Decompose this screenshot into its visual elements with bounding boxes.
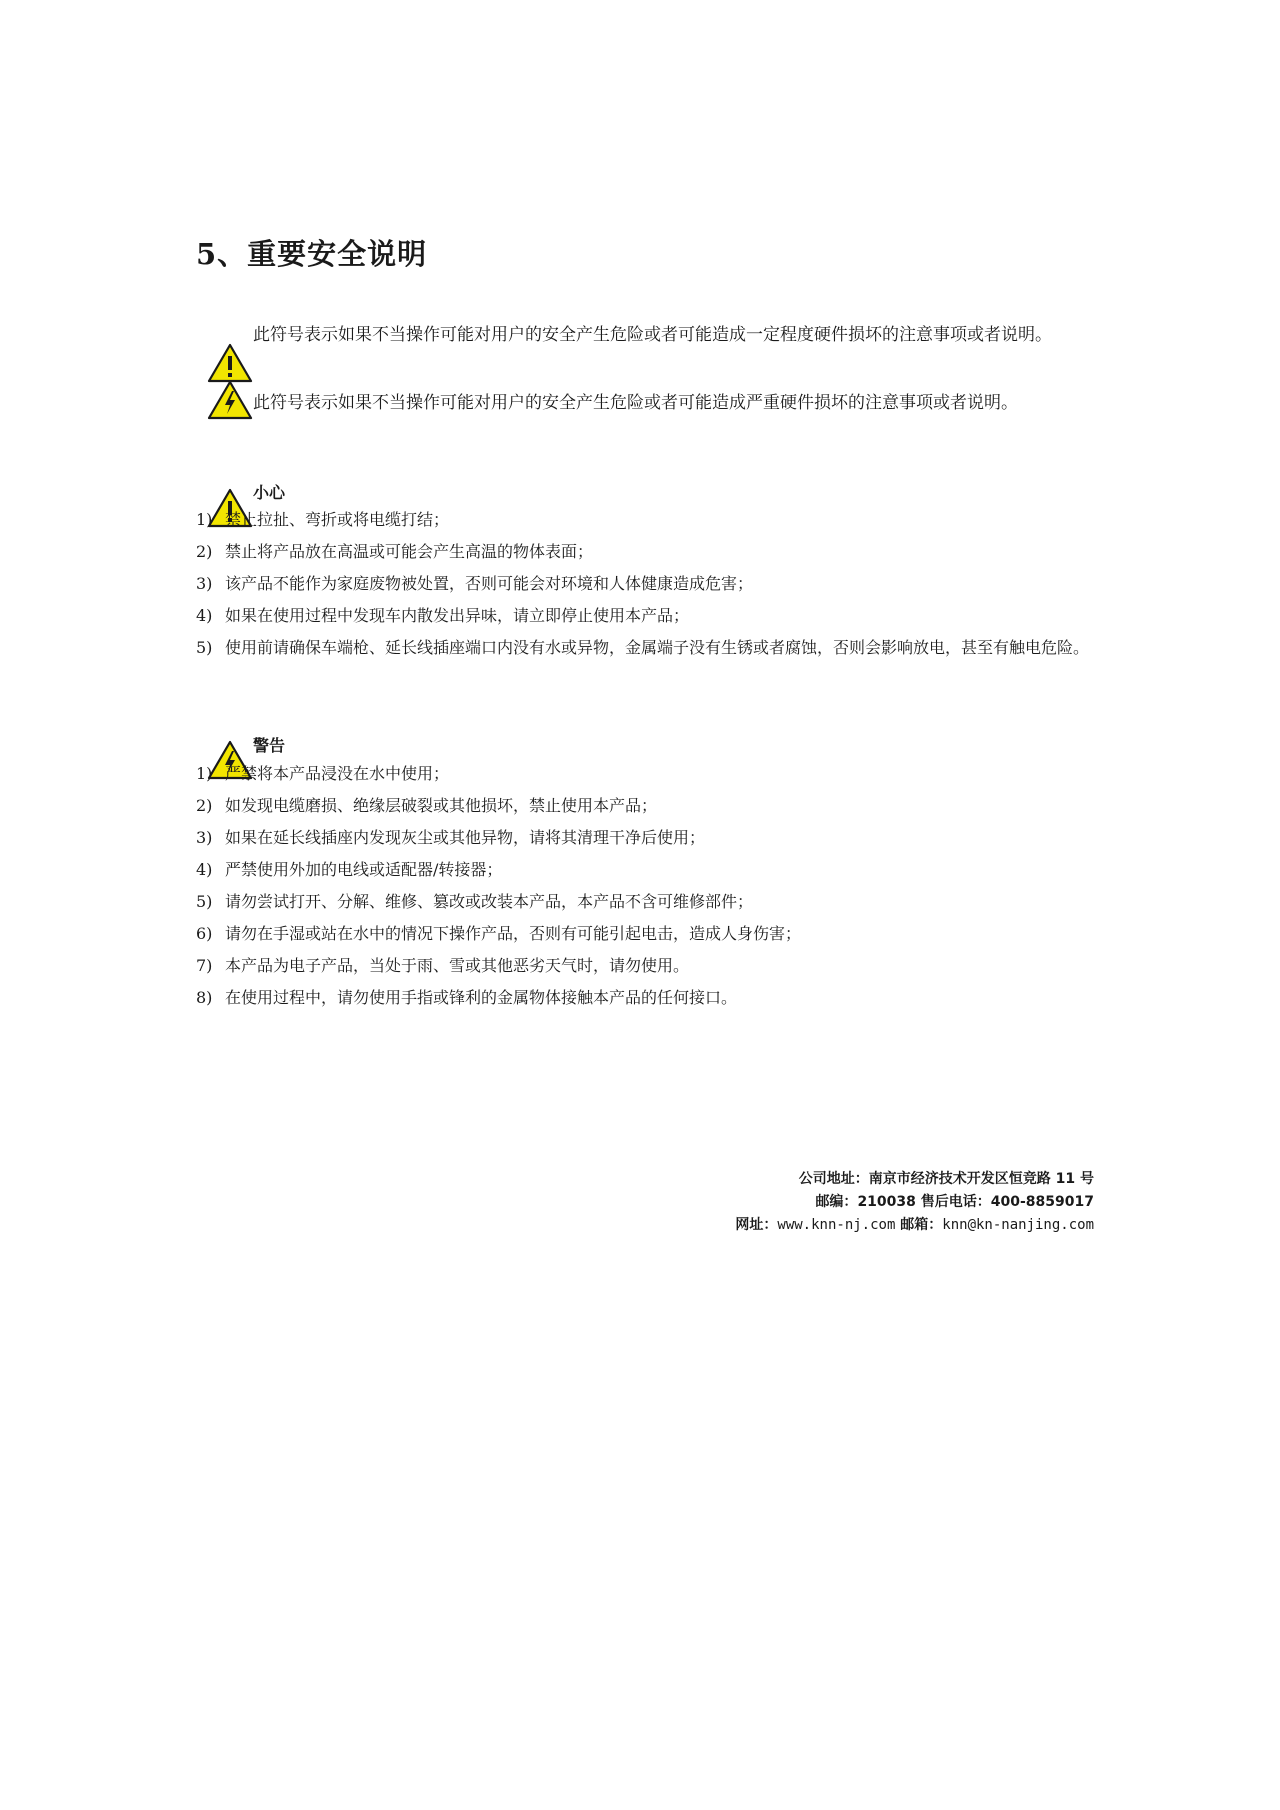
warning-item: 2) 如发现电缆磨损、绝缘层破裂或其他损坏，禁止使用本产品； bbox=[196, 796, 658, 815]
company-info bbox=[735, 1168, 1094, 1237]
caution-item: 1) 禁止拉扯、弯折或将电缆打结； bbox=[196, 510, 450, 529]
caution-item: 3) 该产品不能作为家庭废物被处置，否则可能会对环境和人体健康造成危害； bbox=[196, 574, 754, 593]
exclamation-triangle-icon bbox=[207, 343, 253, 383]
website-label: 网址： bbox=[735, 1217, 778, 1233]
contact-line bbox=[735, 1191, 1094, 1214]
warning-item: 3) 如果在延长线插座内发现灰尘或其他异物，请将其清理干净后使用； bbox=[196, 828, 706, 847]
caution-item: 2) 禁止将产品放在高温或可能会产生高温的物体表面； bbox=[196, 542, 594, 561]
warning-symbol-explanation: 此符号表示如果不当操作可能对用户的安全产生危险或者可能造成严重硬件损坏的注意事项或者说明。 bbox=[253, 393, 1018, 413]
phone-value: 400-8859017 bbox=[990, 1194, 1094, 1210]
postcode-value: 210038 bbox=[857, 1194, 916, 1210]
website-link[interactable]: www.knn-nj.com bbox=[777, 1217, 896, 1233]
company-address: 公司地址：南京市经济技术开发区恒竞路 11 号 bbox=[798, 1171, 1094, 1187]
warning-item: 5) 请勿尝试打开、分解、维修、篡改或改装本产品，本产品不含可维修部件； bbox=[196, 892, 754, 911]
web-line bbox=[735, 1214, 1094, 1237]
warning-item: 6) 请勿在手湿或站在水中的情况下操作产品，否则有可能引起电击，造成人身伤害； bbox=[196, 924, 802, 943]
warning-label: 警告 bbox=[253, 736, 286, 755]
lightning-triangle-icon bbox=[207, 380, 253, 420]
email-label: 邮箱： bbox=[900, 1217, 943, 1233]
warning-item: 8) 在使用过程中，请勿使用手指或锋利的金属物体接触本产品的任何接口。 bbox=[196, 988, 738, 1007]
postcode-label: 邮编： bbox=[815, 1194, 858, 1210]
phone-label: 售后电话： bbox=[920, 1194, 991, 1210]
caution-label: 小心 bbox=[253, 483, 286, 502]
caution-symbol-explanation: 此符号表示如果不当操作可能对用户的安全产生危险或者可能造成一定程度硬件损坏的注意事项或者说明。 bbox=[253, 325, 1052, 345]
warning-list bbox=[196, 758, 1096, 1014]
caution-item: 4) 如果在使用过程中发现车内散发出异味，请立即停止使用本产品； bbox=[196, 606, 690, 625]
warning-item: 7) 本产品为电子产品，当处于雨、雪或其他恶劣天气时，请勿使用。 bbox=[196, 956, 690, 975]
page-title: 5、重要安全说明 bbox=[196, 237, 428, 271]
warning-item: 1) 严禁将本产品浸没在水中使用； bbox=[196, 764, 450, 783]
email-link[interactable]: knn@kn-nanjing.com bbox=[942, 1217, 1094, 1233]
caution-list bbox=[196, 504, 1096, 664]
caution-item: 5) 使用前请确保车端枪、延长线插座端口内没有水或异物，金属端子没有生锈或者腐蚀，否则会影响放电，甚至有触电危险。 bbox=[196, 638, 1090, 657]
warning-item: 4) 严禁使用外加的电线或适配器/转接器； bbox=[196, 860, 503, 879]
